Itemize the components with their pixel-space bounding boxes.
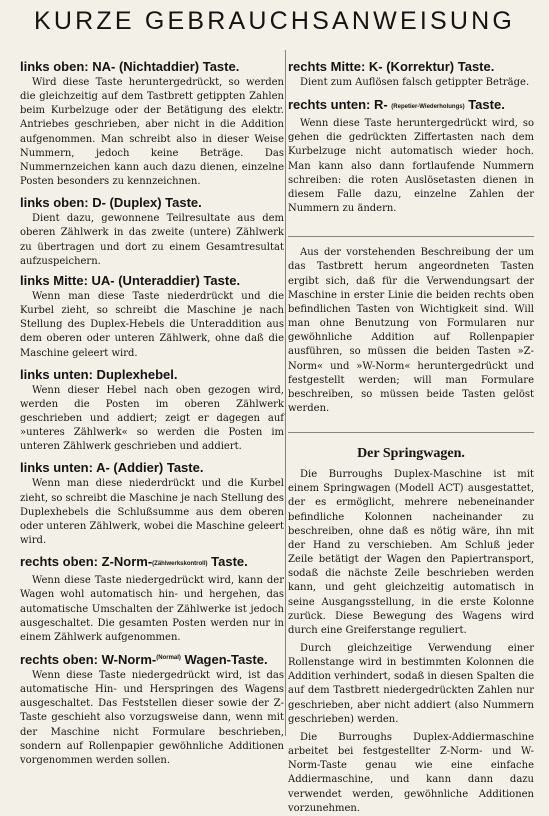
heading-small-note: (Repetier-Wiederholungs) [391,104,465,111]
column-divider [285,50,286,736]
section-ua-taste [20,272,284,361]
section-w-norm-taste [20,650,284,768]
springwagen-text-1: Die Burroughs Duplex-Maschine ist mit einem Springwagen (Modell ACT) ausgestattet, der es ermöglicht, mehrere nebeneinander befindliche Kolonnen nacheinander zu beschreiben, ohne daß es nötig wäre, ihn mit der Hand zu verschieben. Am Schluß jeder Zeile betätigt der Wagen den Papiertransport, sodaß die nächste Zeile beschrieben werden kann, und geht gleichzeitig automatisch in seine Ausgangsstellung, in die erste Kolonne zurück. Diese Bewegung des Wagens wird durch eine Greiferstange reguliert. [288,469,534,636]
section-heading: links Mitte: UA- (Unteraddier) Taste. [20,272,241,288]
section-k-taste [288,58,534,90]
page-title: KURZE GEBRAUCHSANWEISUNG [33,7,515,35]
summary-text: Aus der vorstehenden Beschreibung der um das Tastbrett herum angeordneten Tasten ergibt sich, daß für die Verwendungsart der Maschine in erster Linie die beiden rechts oben befindlichen Tasten von Wichtigkeit sind. Will man ohne Benutzung von Formularen nur gewöhnliche Addition auf Rollenpapier ausführen, so müssen die beiden Tasten »Z-Norm« und »W-Norm« heruntergedrückt und festgestellt werden; will man Formulare beschreiben, so müssen beide Tasten gelöst werden. [288,247,534,414]
section-z-norm-taste [20,553,284,645]
section-heading [20,553,284,573]
right-column [288,50,534,816]
section-heading: links oben: NA- (Nichtaddier) Taste. [20,59,240,74]
section-text: Wird diese Taste heruntergedrückt, so werden die gleichzeitig auf dem Tastbrett getippten Zahlen beim Kurbelzuge oder der Betätigung des elektr. Antriebes geschrieben, aber nicht in die Addition aufgenommen. Man schreibt also in dieser Weise Nummern, jedoch keine Beträge. Das Nummernzeichen kann auch dazu dienen, einzelne Posten besonders zu kennzeichnen. [20,77,284,188]
section-a-taste [20,459,284,548]
springwagen-text-3: Die Burroughs Duplex-Addiermaschine arbeitet bei festgestellter Z-Norm- und W-Norm-Taste genau wie eine einfache Addiermaschine, und kann dann dazu verwendet werden, gewöhnliche Additionen vorzunehmen. [288,731,534,814]
heading-main: rechts oben: W-Norm- [20,652,157,667]
section-text: Wenn man diese niederdrückt und die Kurbel zieht, so schreibt die Maschine je nach Stellung des Duplexhebels die Schlußsumme aus dem oberen oder unteren Zählwerk, wobei die Maschine geleert wird. [20,478,284,547]
heading-small-note: (Zählwerkskontroll) [152,561,208,568]
section-r-taste [288,96,534,216]
section-heading: rechts Mitte: K- (Korrektur) Taste. [288,59,495,74]
heading-end: Wagen-Taste. [180,652,268,667]
section-rule [288,432,534,433]
section-heading [288,96,534,116]
section-text: Dient zum Auflösen falsch getippter Beträge. [300,77,530,88]
section-text: Wenn diese Taste niedergedrückt wird, ist das automatische Hin- und Herspringen des Wagens ausgeschaltet. Das Feststellen dieser sowie der Z-Taste geschieht also vorzugsweise dann, wenn mit der Maschine nicht Formulare beschrieben, sondern auf Rollenpapier gewöhnliche Additionen vorgenommen werden sollen. [20,670,284,766]
section-d-taste [20,194,284,269]
section-heading [20,650,284,668]
springwagen-text-2: Durch gleichzeitige Verwendung einer Rollenstange wird in bestimmten Kolonnen die Addition verhindert, sodaß in diesen Spalten die auf dem Tastbrett niedergedrückten Zahlen nur geschrieben, aber nicht addiert (also Nummern geschrieben) werden. [288,643,534,725]
section-springwagen [288,445,534,816]
section-heading: links unten: Duplexhebel. [20,366,178,382]
heading-end: Taste. [464,97,505,113]
left-column [20,50,284,768]
section-na-taste [20,58,284,189]
springwagen-title: Der Springwagen. [357,446,465,462]
section-text: Dient dazu, gewonnene Teilresultate aus dem oberen Zählwerk in das zweite (untere) Zählwerk zu übertragen und dort zu einem Gesamtresultat aufzuspeichern. [20,213,284,267]
section-text: Wenn diese Taste heruntergedrückt wird, so gehen die gedrückten Ziffertasten nach dem Kurbelzuge nicht automatisch wieder hoch. Man kann also dann fortlaufende Nummern schreiben: die roten Auslösetasten dienen in diesem Falle dazu, einzelne Zahlen der Nummern zu ändern. [288,118,534,215]
heading-main: rechts unten: R- [288,97,392,113]
heading-main: rechts oben: Z-Norm- [20,554,153,570]
section-duplexhebel [20,366,284,455]
section-heading: links oben: D- (Duplex) Taste. [20,195,202,211]
section-text: Wenn diese Taste niedergedrückt wird, kann der Wagen wohl automatisch hin- und hergehen, das automatische Umschalten der Zählwerke ist jedoch ausgeschaltet. Die gesamten Posten werden nur in einem Zählwerk aufgenommen. [20,575,284,643]
section-heading: links unten: A- (Addier) Taste. [20,460,204,476]
heading-small-note: (Normal) [156,655,181,661]
section-text: Wenn dieser Hebel nach oben gezogen wird, werden die Posten im oberen Zählwerk geschrieben und addiert; zeigt er dagegen auf »unteres Zählwerk« so werden die Posten im unteren Zählwerk geschrieben und addiert. [20,384,284,453]
section-rule [288,236,534,237]
heading-end: Taste. [207,554,248,570]
section-text: Wenn man diese Taste niederdrückt und die Kurbel zieht, so schreibt die Maschine je nach Stellung des Duplex-Hebels die Unteraddition aus dem oberen oder unteren Zählwerk, ohne daß die Maschine geleert wird. [20,290,284,359]
